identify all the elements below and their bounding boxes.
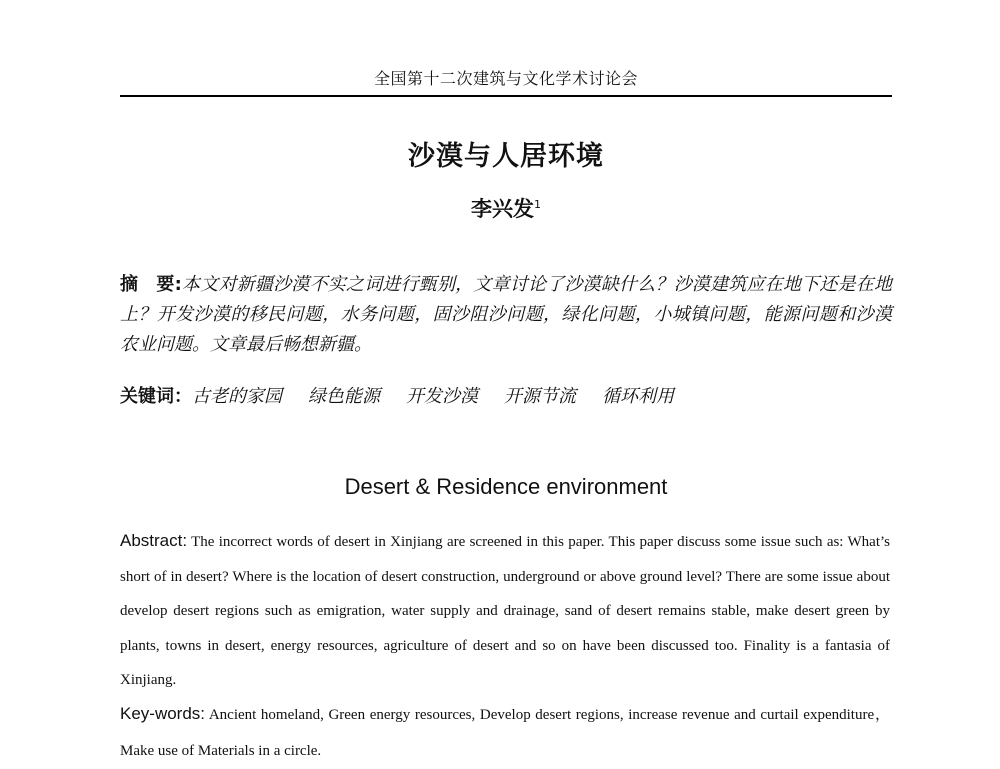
abstract-chinese	[120, 270, 892, 360]
keyword-item: 循环利用	[602, 386, 674, 407]
paper-title-english: Desert & Residence environment	[344, 474, 668, 499]
keywords-english-text: Ancient homeland, Green energy resources, Develop desert regions, increase revenue and curtail expenditure， Make use of Materials in a circle.	[120, 707, 890, 759]
author-footnote-mark: 1	[534, 198, 541, 211]
abstract-chinese-text: 本文对新疆沙漠不实之词进行甄别，文章讨论了沙漠缺什么？沙漠建筑应在地下还是在地上？开发沙漠的移民问题，水务问题，固沙阻沙问题，绿化问题，小城镇问题，能源问题和沙漠农业问题。文章最后畅想新疆。	[120, 274, 892, 355]
keywords-english	[120, 696, 890, 769]
paper-title-chinese: 沙漠与人居环境	[408, 141, 604, 172]
keyword-item: 开发沙漠	[406, 386, 478, 407]
author	[120, 193, 892, 223]
keywords-chinese-label: 关键词：	[120, 386, 192, 407]
running-header: 全国第十二次建筑与文化学术讨论会	[373, 69, 638, 88]
keyword-item: 开源节流	[504, 386, 576, 407]
keywords-chinese	[120, 383, 892, 411]
author-name: 李兴发	[471, 197, 534, 221]
header-rule	[120, 95, 892, 97]
abstract-english	[120, 524, 890, 698]
keyword-item: 绿色能源	[308, 386, 380, 407]
abstract-chinese-label: 摘 要:	[120, 274, 182, 295]
abstract-english-text: The incorrect words of desert in Xinjiang are screened in this paper. This paper discuss some issue such as: What’s short of in desert? Where is the location of desert construction, underground or above ground level? There are some issue about develop desert regions such as emigration, water supply and drainage, sand of desert remains stable, make desert green by plants, towns in desert, energy resources, agriculture of desert and so on have been discussed too. Finality is a fantasia of Xinjiang.	[120, 534, 890, 689]
keywords-english-label: Key-words:	[120, 704, 206, 723]
keyword-item: 古老的家园	[192, 386, 282, 407]
abstract-english-label: Abstract:	[120, 531, 188, 550]
